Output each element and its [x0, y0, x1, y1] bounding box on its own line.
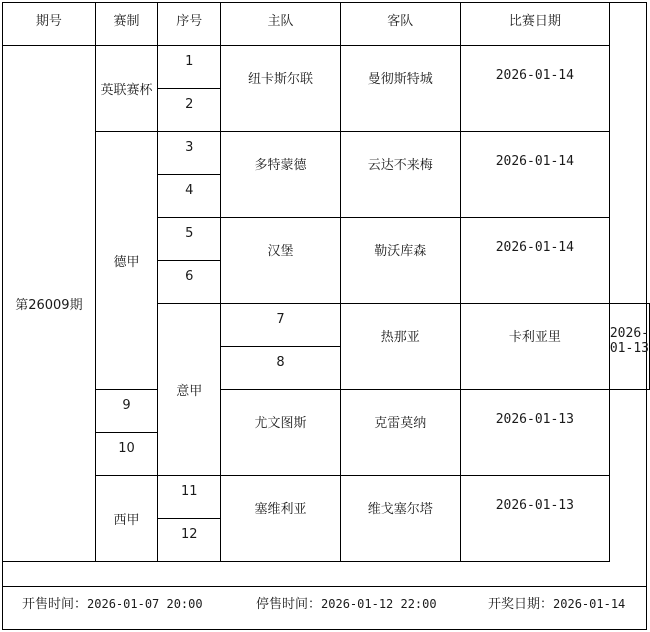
- match-date-cell: 2026-01-13: [609, 304, 649, 390]
- match-date-cell: 2026-01-14: [460, 218, 609, 304]
- table-header-row: [3, 3, 650, 46]
- row-number: 11: [158, 476, 221, 519]
- row-number: 3: [158, 132, 221, 175]
- match-date-cell: 2026-01-13: [460, 390, 609, 476]
- home-team-cell: 汉堡: [221, 218, 340, 304]
- issue-cell: 第26009期: [3, 46, 96, 562]
- row-number: 4: [158, 175, 221, 218]
- home-team-cell: 多特蒙德: [221, 132, 340, 218]
- row-number: 6: [158, 261, 221, 304]
- row-number: 1: [158, 46, 221, 89]
- sale-info-footer: [2, 587, 647, 615]
- header-match-date: 比赛日期: [460, 3, 609, 46]
- row-number: 5: [158, 218, 221, 261]
- away-team-cell: 克雷莫纳: [340, 390, 460, 476]
- home-team-cell: 塞维利亚: [221, 476, 340, 562]
- sale-start-value: 2026-01-07 20:00: [87, 597, 203, 611]
- header-number: 序号: [158, 3, 221, 46]
- sale-stop-value: 2026-01-12 22:00: [321, 597, 437, 611]
- row-number: 12: [158, 519, 221, 562]
- away-team-cell: 曼彻斯特城: [340, 46, 460, 132]
- table-row: [3, 46, 650, 89]
- league-cell: 英联赛杯: [95, 46, 157, 132]
- table-row: [3, 132, 650, 175]
- draw-date-value: 2026-01-14: [553, 597, 626, 611]
- away-team-cell: 云达不来梅: [340, 132, 460, 218]
- header-home-team: 主队: [221, 3, 340, 46]
- home-team-cell: 热那亚: [340, 304, 460, 390]
- league-cell: 西甲: [95, 476, 157, 562]
- blank-separator-row: [2, 557, 647, 587]
- league-cell: 意甲: [158, 304, 221, 476]
- away-team-cell: 勒沃库森: [340, 218, 460, 304]
- sale-stop-info: [256, 593, 437, 612]
- draw-date-label: 开奖日期：: [488, 597, 554, 612]
- home-team-cell: 尤文图斯: [221, 390, 340, 476]
- home-team-cell: 纽卡斯尔联: [221, 46, 340, 132]
- sale-start-label: 开售时间：: [22, 597, 88, 612]
- row-number: 7: [221, 304, 340, 347]
- match-schedule-table: [2, 2, 650, 562]
- match-date-cell: 2026-01-14: [460, 132, 609, 218]
- row-number: 8: [221, 347, 340, 390]
- table-row: [3, 476, 650, 519]
- table-row: [3, 390, 650, 433]
- header-issue: 期号: [3, 3, 96, 46]
- sale-stop-label: 停售时间：: [256, 597, 322, 612]
- header-league: 赛制: [95, 3, 157, 46]
- draw-date-info: [488, 593, 625, 612]
- away-team-cell: 维戈塞尔塔: [340, 476, 460, 562]
- header-away-team: 客队: [340, 3, 460, 46]
- row-number: 10: [95, 433, 157, 476]
- sale-start-info: [22, 593, 203, 612]
- match-date-cell: 2026-01-13: [460, 476, 609, 562]
- row-number: 2: [158, 89, 221, 132]
- row-number: 9: [95, 390, 157, 433]
- away-team-cell: 卡利亚里: [460, 304, 609, 390]
- match-date-cell: 2026-01-14: [460, 46, 609, 132]
- league-cell: 德甲: [95, 132, 157, 390]
